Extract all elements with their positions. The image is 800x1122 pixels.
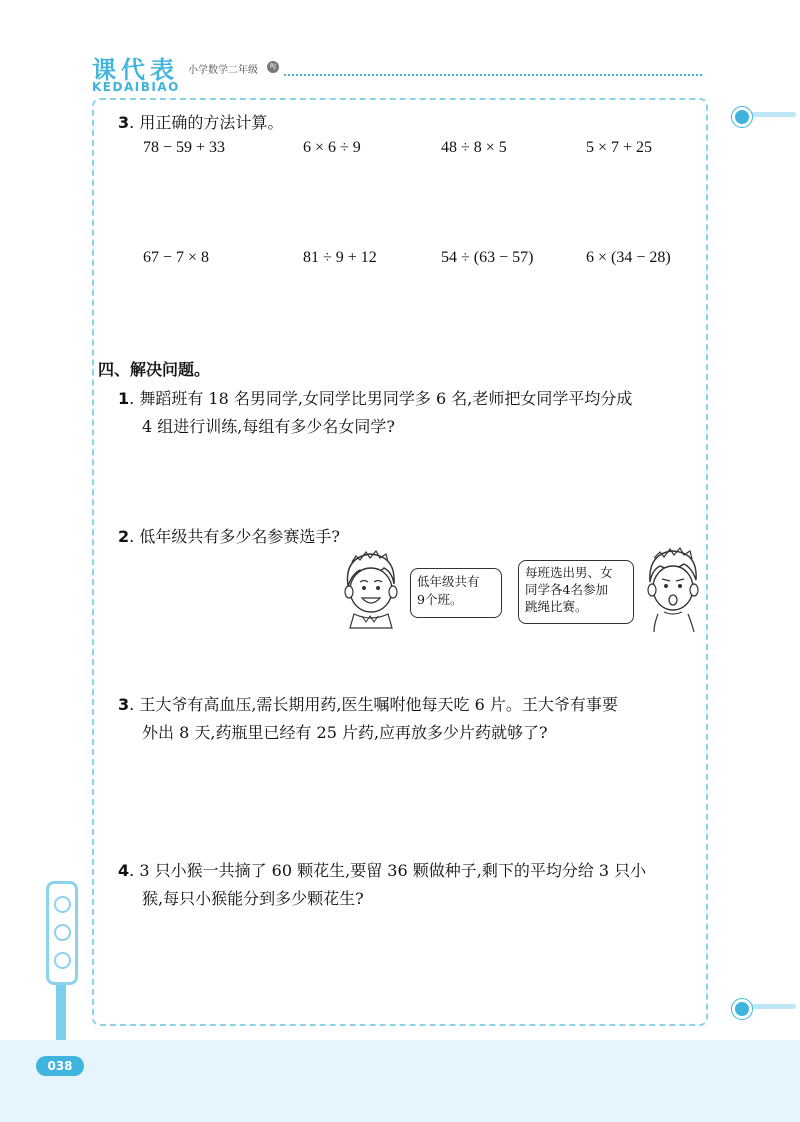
- expression: 5 × 7 + 25: [586, 139, 653, 156]
- section3-title-text: . 用正确的方法计算。: [129, 113, 284, 132]
- bubble-left-line1: 低年级共有: [417, 574, 480, 589]
- expression: 48 ÷ 8 × 5: [441, 139, 507, 156]
- expression: 54 ÷ (63 − 57): [441, 249, 534, 266]
- edition-badge: RJ: [267, 61, 279, 73]
- expression: 81 ÷ 9 + 12: [303, 249, 377, 266]
- problem-2-line1: [118, 524, 340, 547]
- boy-illustration-left: [340, 548, 402, 634]
- boy-illustration-right: [642, 546, 704, 634]
- expression: 78 − 59 + 33: [143, 139, 226, 156]
- section3-title: [118, 110, 283, 133]
- problem-2-text: . 低年级共有多少名参赛选手?: [129, 527, 340, 546]
- light-pole: [56, 985, 66, 1040]
- speech-bubble-right: [518, 560, 634, 624]
- bubble-left-line2: 9个班。: [417, 592, 463, 607]
- expression: 6 × 6 ÷ 9: [303, 139, 361, 156]
- book-subtitle: 小学数学二年级: [188, 65, 258, 76]
- brand-pinyin: KEDAIBIAO: [92, 80, 180, 94]
- bubble-right-line1: 每班选出男、女: [525, 565, 613, 580]
- section4-heading: 四、解决问题。: [98, 360, 211, 379]
- problem-3-number: 3: [118, 695, 130, 714]
- problem-4-number: 4: [118, 861, 130, 880]
- problem-1-number: 1: [118, 389, 130, 408]
- light-circle-3: [54, 952, 71, 969]
- problem-3-line1: [118, 692, 618, 715]
- footer-band: [0, 1040, 800, 1122]
- problem-1-line1: [118, 386, 632, 409]
- speech-bubble-left: [410, 568, 502, 618]
- brand-title: 课代表: [92, 56, 179, 84]
- problem-3-text: . 王大爷有高血压,需长期用药,医生嘱咐他每天吃 6 片。王大爷有事要: [129, 695, 618, 714]
- problem-1-text: . 舞蹈班有 18 名男同学,女同学比男同学多 6 名,老师把女同学平均分成: [129, 389, 633, 408]
- expression: 67 − 7 × 8: [143, 249, 210, 266]
- page-number: 038: [36, 1056, 84, 1076]
- side-tab-top-dot: [732, 107, 752, 127]
- light-circle-1: [54, 896, 71, 913]
- problem-4-line1: [118, 858, 646, 881]
- problem-2-number: 2: [118, 527, 130, 546]
- problem-1-line2: 4 组进行训练,每组有多少名女同学?: [142, 417, 395, 436]
- bubble-right-line3: 跳绳比赛。: [525, 599, 588, 614]
- light-circle-2: [54, 924, 71, 941]
- problem-3-line2: 外出 8 天,药瓶里已经有 25 片药,应再放多少片药就够了?: [142, 723, 548, 742]
- header-divider: [284, 74, 702, 76]
- problem-4-text: . 3 只小猴一共摘了 60 颗花生,要留 36 颗做种子,剩下的平均分给 3 只小: [129, 861, 647, 880]
- section3-number: 3: [118, 113, 130, 132]
- bubble-right-line2: 同学各4名参加: [525, 582, 608, 597]
- self-check-light-widget: [46, 881, 78, 985]
- side-tab-bottom-dot: [732, 999, 752, 1019]
- expression: 6 × (34 − 28): [586, 249, 671, 266]
- problem-4-line2: 猴,每只小猴能分到多少颗花生?: [142, 889, 364, 908]
